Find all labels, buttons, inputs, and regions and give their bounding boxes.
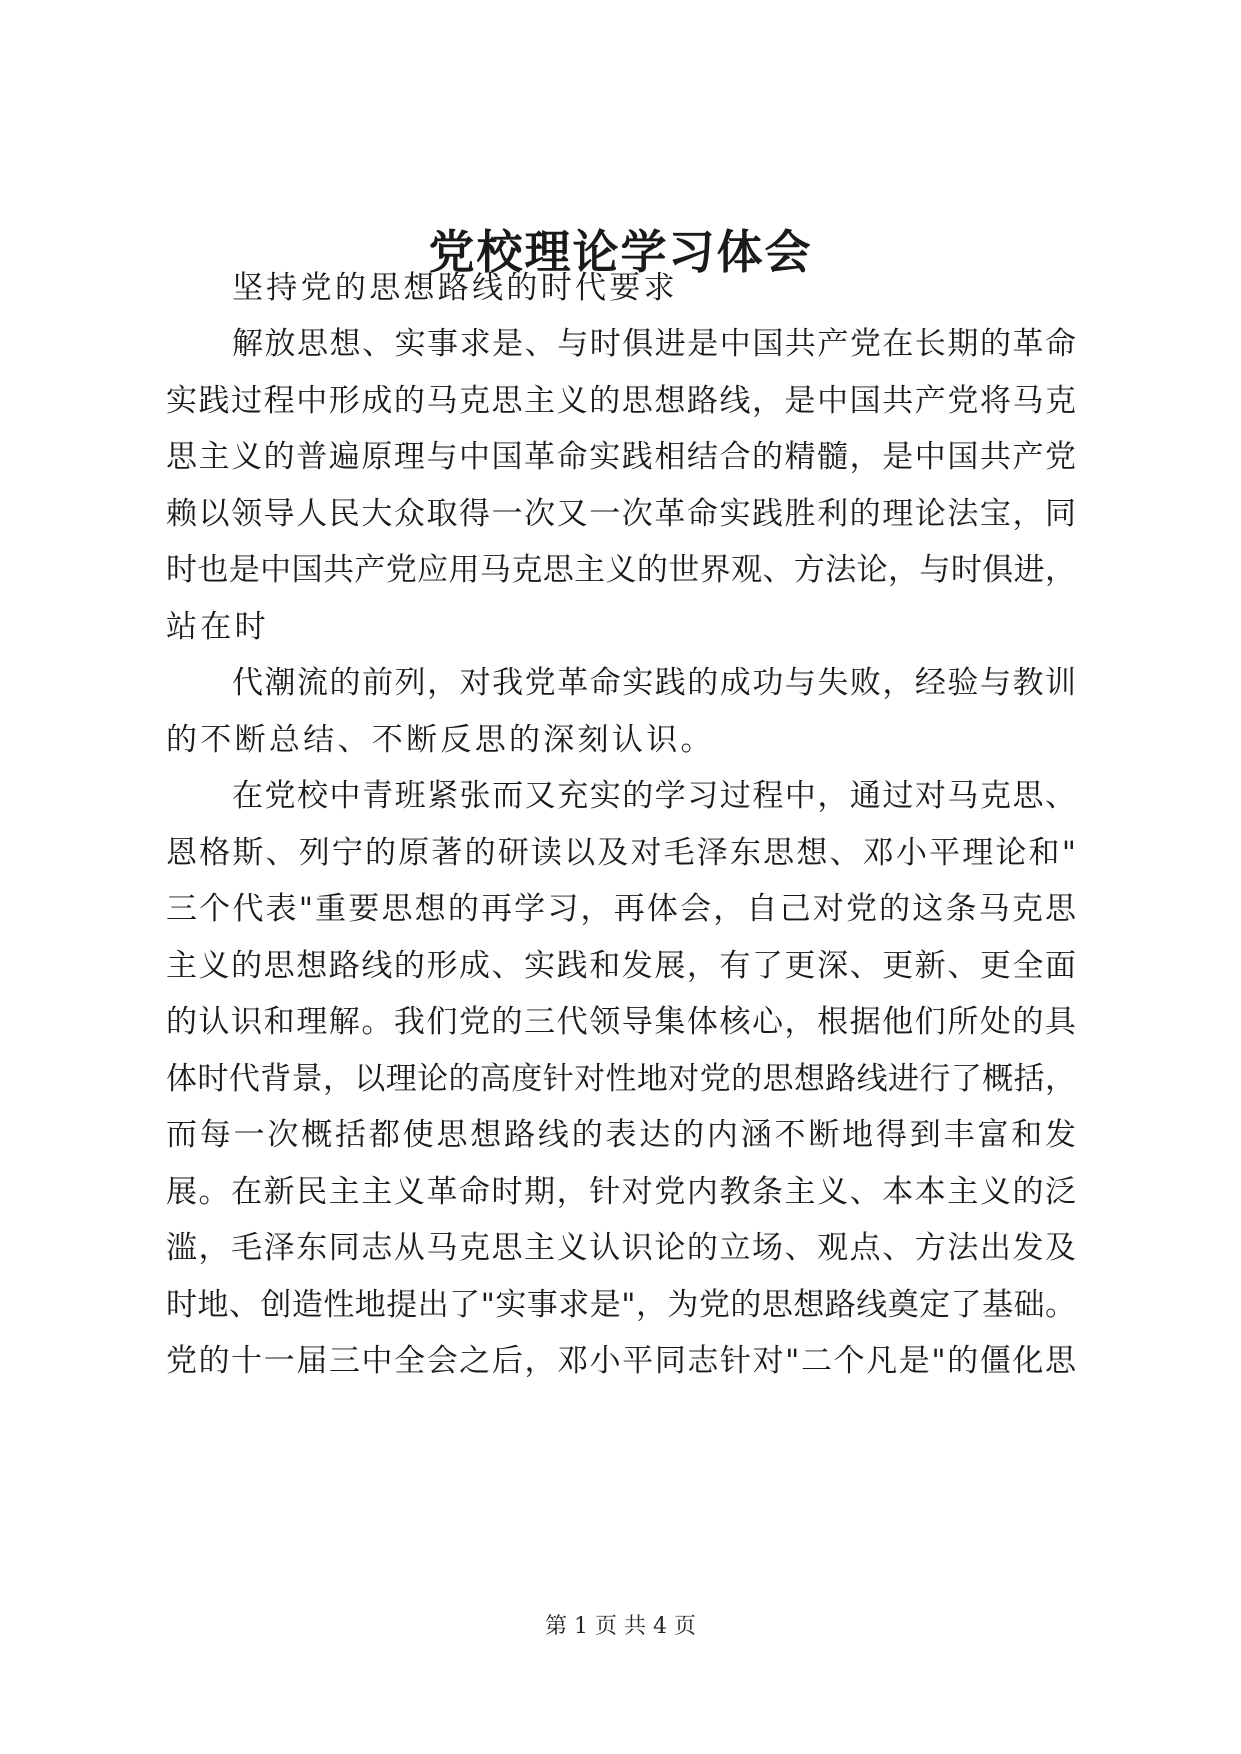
paragraph-line: 实践过程中形成的马克思主义的思想路线，是中国共产党将马克 [166, 383, 1076, 419]
paragraph-line: 赖以领导人民大众取得一次又一次革命实践胜利的理论法宝，同 [166, 496, 1076, 532]
paragraph-line: 恩格斯、列宁的原著的研读以及对毛泽东思想、邓小平理论和" [166, 835, 1076, 871]
subheading: 坚持党的思想路线的时代要求 [232, 270, 678, 306]
paragraph-line: 滥，毛泽东同志从马克思主义认识论的立场、观点、方法出发及 [166, 1230, 1076, 1266]
paragraph-line: 的认识和理解。我们党的三代领导集体核心，根据他们所处的具 [166, 1004, 1076, 1040]
document-title: 党校理论学习体会 [428, 225, 813, 279]
page-number-footer: 第 1 页 共 4 页 [545, 1614, 696, 1639]
paragraph-line: 展。在新民主主义革命时期，针对党内教条主义、本本主义的泛 [166, 1174, 1076, 1210]
paragraph-line: 时地、创造性地提出了"实事求是"，为党的思想路线奠定了基础。 [166, 1287, 1076, 1323]
paragraph-line: 党的十一届三中全会之后，邓小平同志针对"二个凡是"的僵化思 [166, 1343, 1076, 1379]
paragraph-line: 思主义的普遍原理与中国革命实践相结合的精髓，是中国共产党 [166, 439, 1076, 475]
paragraph-line: 在党校中青班紧张而又充实的学习过程中，通过对马克思、 [232, 778, 1076, 814]
paragraph-line: 的不断总结、不断反思的深刻认识。 [166, 722, 715, 758]
paragraph-line: 代潮流的前列，对我党革命实践的成功与失败，经验与教训 [232, 665, 1076, 701]
paragraph-line: 解放思想、实事求是、与时俱进是中国共产党在长期的革命 [232, 326, 1076, 362]
paragraph-line: 主义的思想路线的形成、实践和发展，有了更深、更新、更全面 [166, 948, 1076, 984]
paragraph-line: 时也是中国共产党应用马克思主义的世界观、方法论，与时俱进， [166, 552, 1076, 588]
paragraph-line: 而每一次概括都使思想路线的表达的内涵不断地得到丰富和发 [166, 1117, 1076, 1153]
paragraph-line: 三个代表"重要思想的再学习，再体会，自己对党的这条马克思 [166, 891, 1076, 927]
paragraph-line: 体时代背景，以理论的高度针对性地对党的思想路线进行了概括， [166, 1061, 1076, 1097]
paragraph-line: 站在时 [166, 609, 269, 645]
